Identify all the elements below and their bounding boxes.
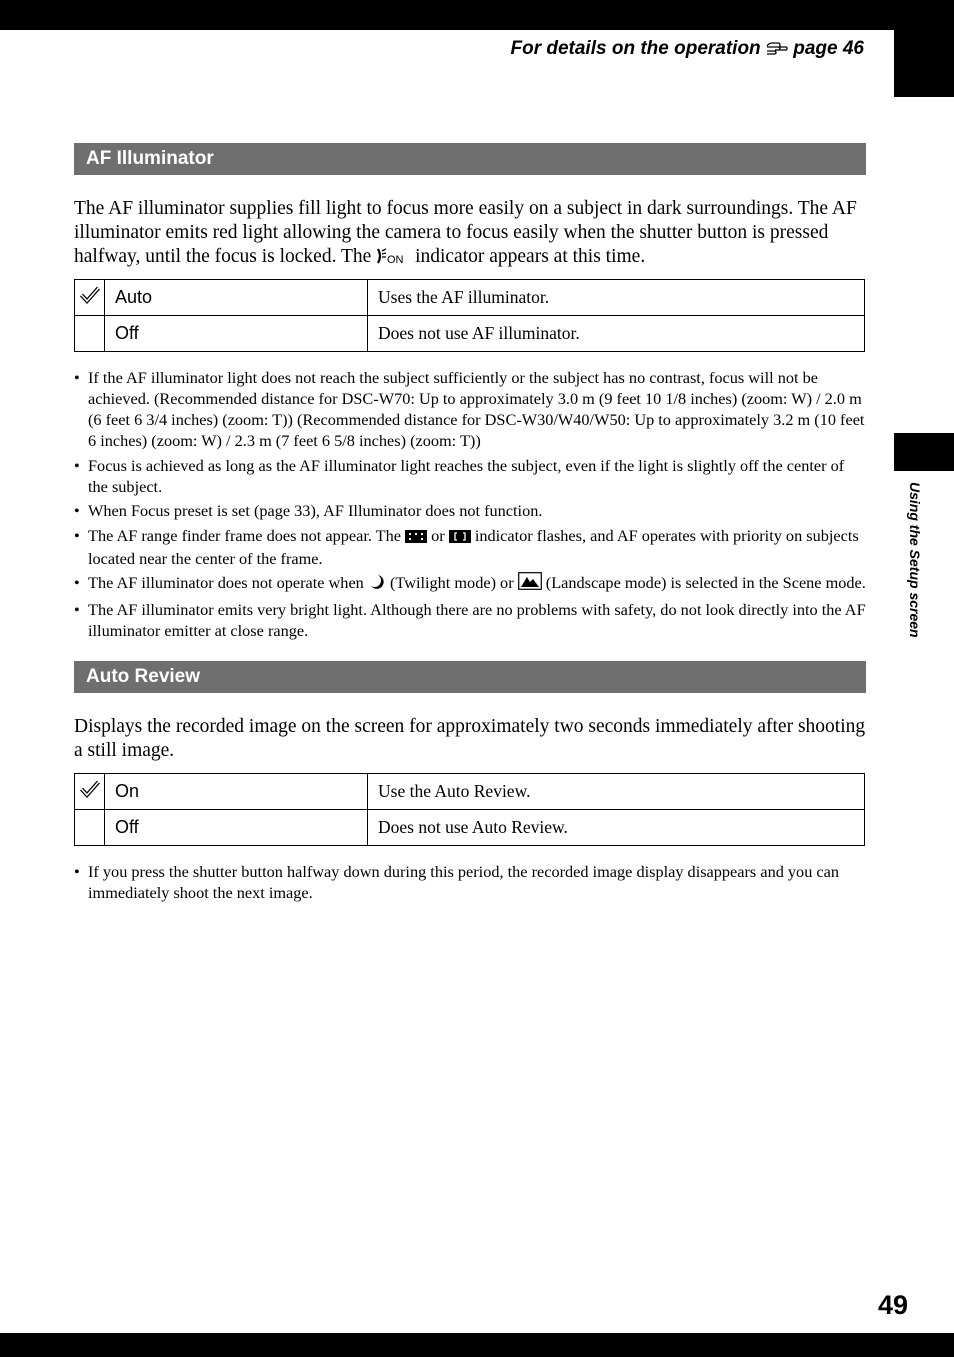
table-row (75, 773, 865, 809)
af-illuminator-options-table (74, 279, 865, 352)
af-illuminator-notes (74, 367, 866, 641)
af-illuminator-on-icon (376, 247, 410, 271)
option-name: On (105, 773, 368, 809)
page-content (74, 143, 866, 906)
option-description: Does not use AF illuminator. (368, 316, 865, 352)
operation-reference (510, 38, 864, 62)
reference-prefix: For details on the operation (510, 38, 766, 59)
note-text: (Landscape mode) is selected in the Scene mode. (541, 573, 866, 592)
twilight-mode-icon (368, 574, 386, 595)
section-tab-marker (894, 433, 954, 471)
pointing-hand-icon (766, 40, 788, 62)
table-row (75, 280, 865, 316)
option-description: Does not use Auto Review. (368, 809, 865, 845)
af-illuminator-description (74, 197, 866, 271)
auto-review-options-table (74, 773, 865, 846)
corner-tab (894, 30, 954, 97)
default-marker-cell (75, 773, 105, 809)
center-af-icon (449, 527, 471, 548)
note-text: The AF range finder frame does not appear. The (88, 525, 406, 545)
landscape-mode-icon (518, 572, 542, 595)
note-text: or (427, 525, 449, 545)
table-row (75, 809, 865, 845)
default-marker-cell (75, 316, 105, 352)
multi-point-af-icon (405, 527, 427, 548)
list-item: • If the AF illuminator light does not reach the subject sufficiently or the subject has no contrast, focus will not be achieved. (Recommended distance for DSC-W70: Up to approximately 3.0 m (9 feet 10 1/8 inches) (zoom: W) / 2.0 m (6 feet 6 3/4 inches) (zoom: T)) (Recommended distance for DSC-W30/W40/W50: Up to approximately 3.2 m (10 feet 6 inches) (zoom: W) / 2.3 m (7 feet 6 5/8 inches) (zoom: T)) (74, 367, 866, 451)
auto-review-description: Displays the recorded image on the screen for approximately two seconds immediately after shooting a still image. (74, 715, 866, 761)
page-number: 49 (877, 1290, 908, 1320)
bottom-bar (0, 1333, 954, 1357)
reference-page: page 46 (787, 38, 864, 59)
intro-text-start: The AF illuminator supplies fill light to focus more easily on a subject in dark surroundings. The AF illuminator emits red light allowing the camera to focus easily when the shutter button is pressed halfway, until the focus is locked. The (74, 198, 857, 267)
checkmark-icon (80, 291, 100, 308)
section-title-auto-review: Auto Review (74, 661, 866, 693)
option-name: Off (105, 809, 368, 845)
auto-review-notes (74, 861, 866, 903)
note-text: indicator flashes, and AF operates with priority on subjects located near the center of the frame. (88, 525, 859, 568)
table-row (75, 316, 865, 352)
option-description: Uses the AF illuminator. (368, 280, 865, 316)
option-name: Auto (105, 280, 368, 316)
default-marker-cell (75, 809, 105, 845)
list-item: • The AF illuminator emits very bright light. Although there are no problems with safety, do not look directly into the AF illuminator emitter at close range. (74, 599, 866, 641)
note-text: (Twilight mode) or (385, 573, 518, 592)
list-item (74, 572, 866, 595)
list-item (74, 525, 866, 569)
list-item: • When Focus preset is set (page 33), AF Illuminator does not function. (74, 500, 866, 521)
option-description: Use the Auto Review. (368, 773, 865, 809)
default-marker-cell (75, 280, 105, 316)
top-bar (0, 0, 954, 30)
intro-text-end: indicator appears at this time. (410, 246, 646, 267)
side-section-label: Using the Setup screen (907, 482, 923, 638)
note-text: The AF illuminator does not operate when (88, 573, 368, 592)
checkmark-icon (80, 785, 100, 802)
list-item: • Focus is achieved as long as the AF illuminator light reaches the subject, even if the light is slightly off the center of the subject. (74, 455, 866, 497)
list-item: • If you press the shutter button halfway down during this period, the recorded image display disappears and you can immediately shoot the next image. (74, 861, 866, 903)
section-title-af-illuminator: AF Illuminator (74, 143, 866, 175)
svg-text:ON: ON (387, 254, 404, 264)
option-name: Off (105, 316, 368, 352)
